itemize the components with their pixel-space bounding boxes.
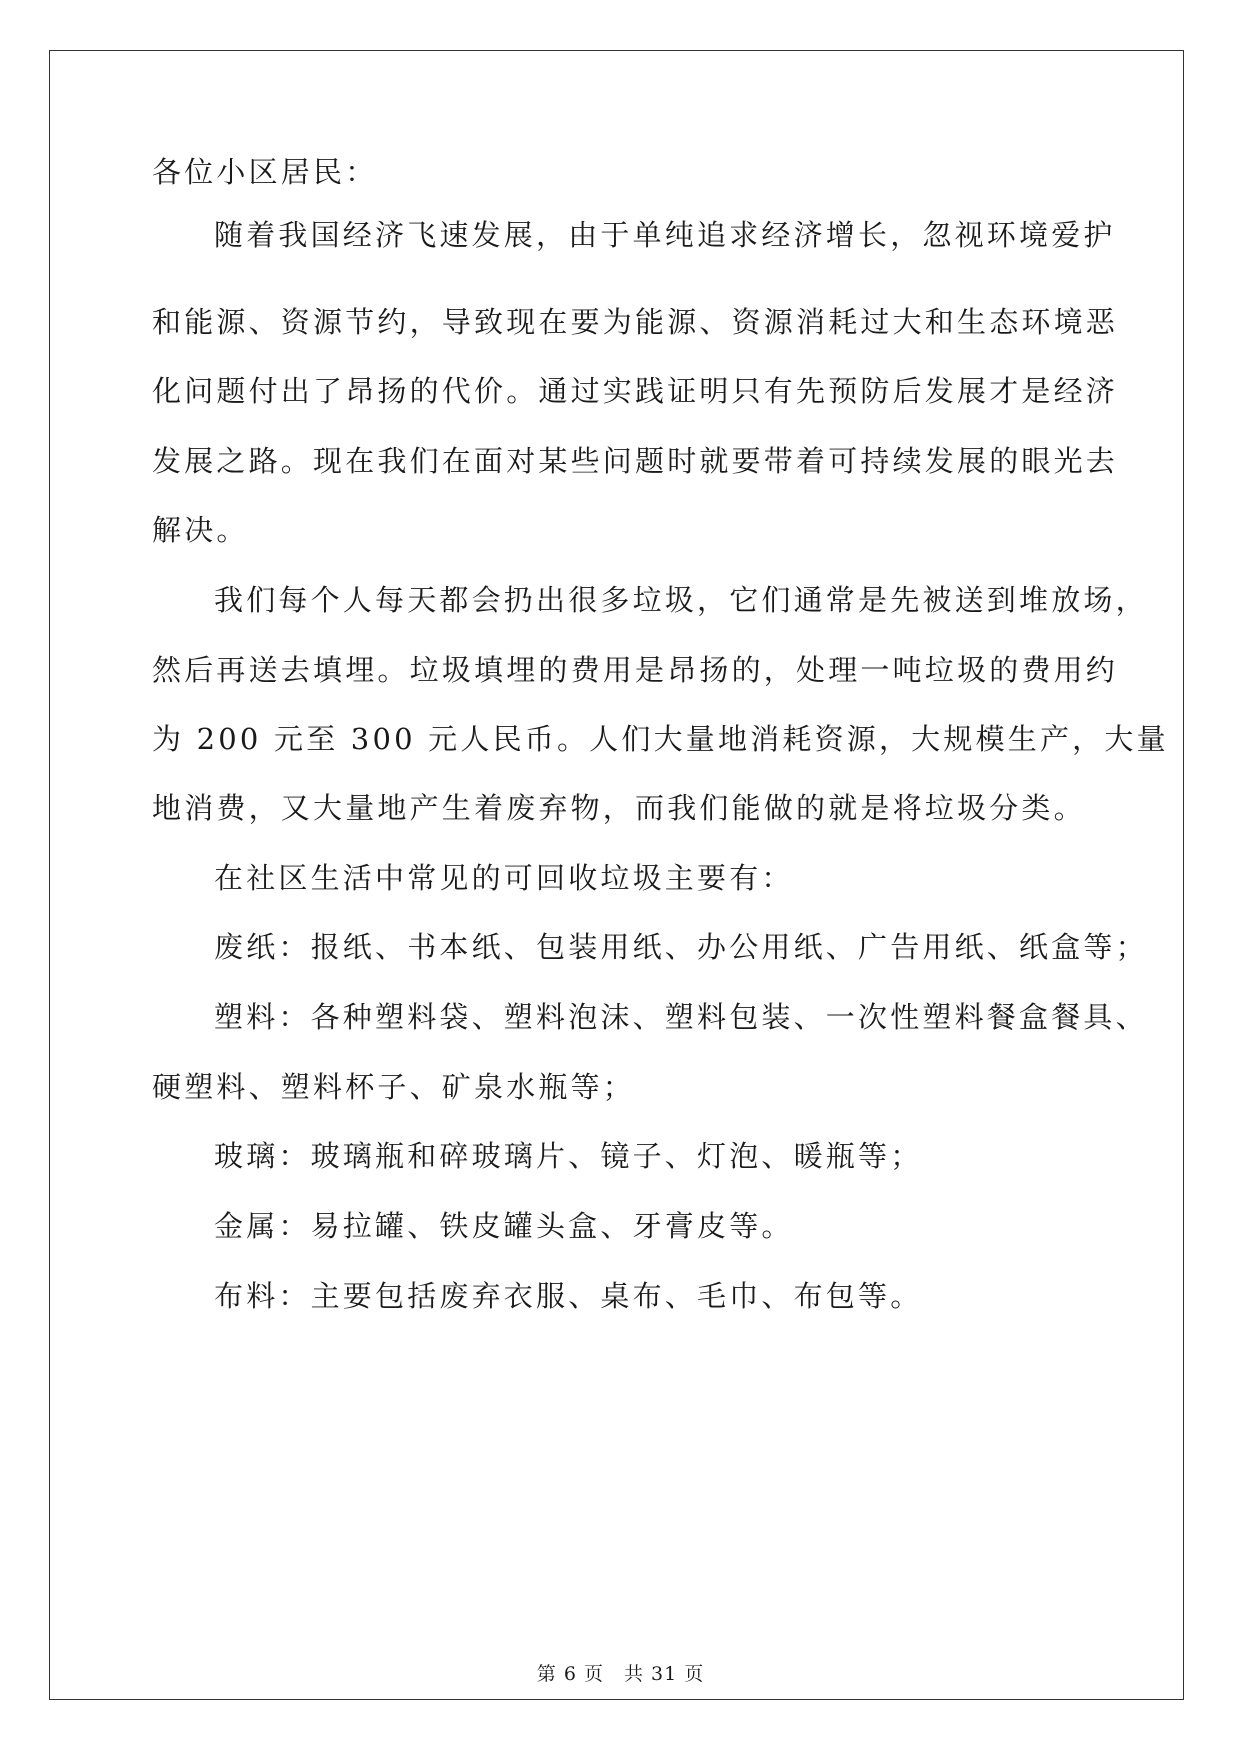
list-item: 布料：主要包括废弃衣服、桌布、毛巾、布包等。 xyxy=(214,1279,923,1313)
paragraph-line: 地消费，又大量地产生着废弃物，而我们能做的就是将垃圾分类。 xyxy=(152,791,1086,825)
salutation: 各位小区居民： xyxy=(152,155,378,189)
paragraph-line: 化问题付出了昂扬的代价。通过实践证明只有先预防后发展才是经济 xyxy=(152,374,1119,408)
paragraph-line: 然后再送去填埋。垃圾填埋的费用是昂扬的，处理一吨垃圾的费用约 xyxy=(152,653,1119,687)
list-item: 金属：易拉罐、铁皮罐头盒、牙膏皮等。 xyxy=(214,1209,794,1243)
paragraph-line: 解决。 xyxy=(152,513,249,547)
page-indicator: 第 6 页 共 31 页 xyxy=(536,1663,705,1685)
paragraph-line: 为 200 元至 300 元人民币。人们大量地消耗资源，大规模生产，大量 xyxy=(152,722,1169,756)
paragraph-line: 我们每个人每天都会扔出很多垃圾，它们通常是先被送到堆放场， xyxy=(214,583,1148,617)
paragraph-line: 发展之路。现在我们在面对某些问题时就要带着可持续发展的眼光去 xyxy=(152,444,1119,478)
list-item: 塑料：各种塑料袋、塑料泡沫、塑料包装、一次性塑料餐盒餐具、 xyxy=(214,1000,1148,1034)
paragraph-line: 和能源、资源节约，导致现在要为能源、资源消耗过大和生态环境恶 xyxy=(152,305,1119,339)
list-item: 废纸：报纸、书本纸、包装用纸、办公用纸、广告用纸、纸盒等； xyxy=(214,930,1148,964)
list-item-continued: 硬塑料、塑料杯子、矿泉水瓶等； xyxy=(152,1070,636,1104)
paragraph-line: 随着我国经济飞速发展，由于单纯追求经济增长，忽视环境爱护 xyxy=(214,218,1116,252)
paragraph-line: 在社区生活中常见的可回收垃圾主要有： xyxy=(214,861,794,895)
list-item: 玻璃：玻璃瓶和碎玻璃片、镜子、灯泡、暖瓶等； xyxy=(214,1139,923,1173)
